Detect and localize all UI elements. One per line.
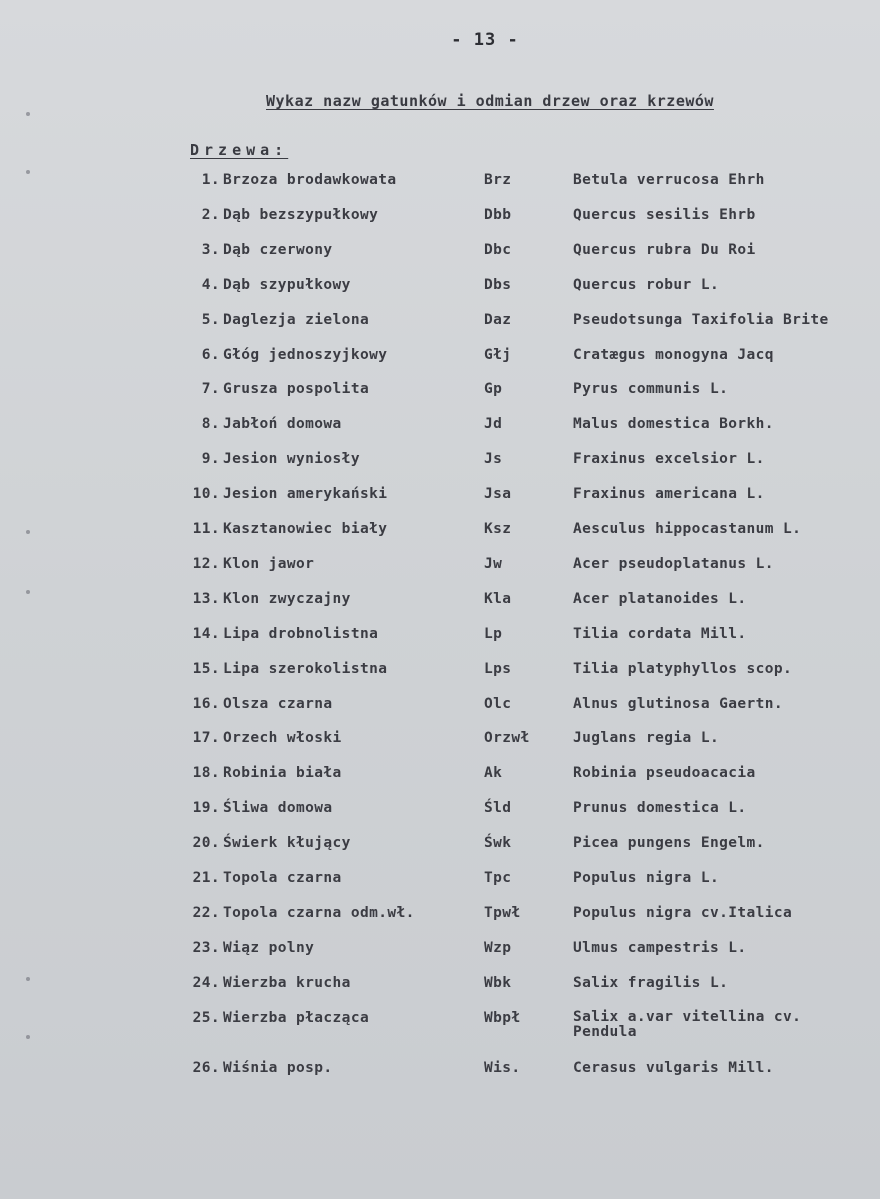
polish-name: Głóg jednoszyjkowy [223, 346, 388, 363]
latin-name: Populus nigra L. [573, 870, 720, 886]
abbreviation: Js [484, 451, 503, 468]
latin-name: Acer pseudoplatanus L. [573, 555, 774, 572]
entry-number: 15. [192, 660, 220, 677]
latin-name-line: Pendula [573, 1023, 637, 1040]
entry-number: 7. [201, 381, 220, 398]
polish-name: Jabłoń domowa [223, 416, 342, 433]
polish-name: Śliwa domowa [223, 800, 333, 817]
polish-name: Dąb czerwony [223, 241, 333, 258]
polish-name: Wiąz polny [223, 939, 315, 956]
polish-name: Topola czarna [223, 870, 342, 886]
entry-number: 26. [192, 1059, 220, 1076]
page-number: - 13 - [451, 30, 519, 50]
abbreviation: Daz [484, 311, 512, 328]
abbreviation: Tpc [484, 870, 512, 886]
latin-name: Quercus robur L. [573, 276, 720, 293]
latin-name: Populus nigra cv.Italica [573, 904, 793, 921]
abbreviation: Dbc [484, 241, 512, 258]
latin-name: Cratægus monogyna Jacq [573, 346, 774, 363]
table-row [0, 381, 880, 411]
table-row [0, 835, 880, 865]
polish-name: Kasztanowiec biały [223, 521, 388, 537]
polish-name: Wierzba krucha [223, 974, 351, 991]
latin-name: Acer platanoides L. [573, 590, 747, 607]
abbreviation: Lps [484, 660, 512, 677]
table-row [0, 626, 880, 656]
latin-name: Tilia platyphyllos scop. [573, 660, 793, 677]
abbreviation: Orzwł [484, 730, 530, 747]
polish-name: Dąb szypułkowy [223, 276, 351, 293]
latin-name: Salix fragilis L. [573, 974, 729, 991]
table-row [0, 661, 880, 691]
polish-name: Świerk kłujący [223, 835, 351, 852]
table-row [0, 556, 880, 586]
table-row [0, 905, 880, 935]
polish-name: Jesion wyniosły [223, 451, 360, 468]
entry-number: 13. [192, 590, 220, 607]
page-heading: Wykaz nazw gatunków i odmian drzew oraz krzewów [266, 92, 714, 110]
latin-name: Tilia cordata Mill. [573, 625, 747, 642]
table-row [0, 521, 880, 551]
abbreviation: Jw [484, 555, 503, 572]
entry-number: 3. [201, 241, 220, 258]
table-row [0, 1060, 880, 1090]
entry-number: 16. [192, 695, 220, 712]
polish-name: Orzech włoski [223, 730, 342, 747]
table-row [0, 451, 880, 481]
table-row [0, 870, 880, 900]
polish-name: Robinia biała [223, 765, 342, 782]
entry-number: 2. [201, 206, 220, 223]
table-row [0, 347, 880, 377]
table-row [0, 486, 880, 516]
abbreviation: Śld [484, 800, 512, 817]
table-row [0, 172, 880, 202]
entry-number: 19. [192, 800, 220, 817]
punch-hole-mark [26, 112, 30, 116]
polish-name: Jesion amerykański [223, 486, 388, 503]
table-row [0, 242, 880, 272]
table-row [0, 975, 880, 1005]
polish-name: Dąb bezszypułkowy [223, 206, 379, 223]
abbreviation: Gp [484, 381, 503, 398]
polish-name: Brzoza brodawkowata [223, 172, 397, 188]
entry-number: 24. [192, 974, 220, 991]
latin-name: Quercus sesilis Ehrb [573, 206, 756, 223]
latin-name: Betula verrucosa Ehrh [573, 172, 765, 188]
abbreviation: Lp [484, 625, 503, 642]
table-row [0, 207, 880, 237]
polish-name: Grusza pospolita [223, 381, 370, 398]
entry-number: 14. [192, 625, 220, 642]
abbreviation: Olc [484, 695, 512, 712]
table-row [0, 591, 880, 621]
polish-name: Klon jawor [223, 555, 315, 572]
entry-number: 10. [192, 486, 220, 503]
latin-name: Aesculus hippocastanum L. [573, 521, 802, 537]
table-row [0, 730, 880, 760]
latin-name: Robinia pseudoacacia [573, 765, 756, 782]
abbreviation: Kla [484, 590, 512, 607]
entry-number: 18. [192, 765, 220, 782]
entry-number: 11. [192, 521, 220, 537]
abbreviation: Tpwł [484, 904, 521, 921]
abbreviation: Wbk [484, 974, 512, 991]
entry-number: 21. [192, 870, 220, 886]
latin-name: Juglans regia L. [573, 730, 720, 747]
table-row [0, 416, 880, 446]
polish-name: Olsza czarna [223, 695, 333, 712]
entry-number: 20. [192, 835, 220, 852]
table-row [0, 277, 880, 307]
latin-name-line: Salix a.var vitellina cv. [573, 1008, 802, 1025]
latin-name: Ulmus campestris L. [573, 939, 747, 956]
entry-number: 4. [201, 276, 220, 293]
abbreviation: Śwk [484, 835, 512, 852]
latin-name: Pseudotsunga Taxifolia Brite [573, 311, 829, 328]
entry-number: 1. [201, 172, 220, 188]
entry-number: 8. [201, 416, 220, 433]
table-row [0, 1010, 880, 1040]
latin-name: Fraxinus americana L. [573, 486, 765, 503]
abbreviation: Wbpł [484, 1009, 521, 1026]
polish-name: Wiśnia posp. [223, 1059, 333, 1076]
table-row [0, 800, 880, 830]
polish-name: Wierzba płacząca [223, 1009, 370, 1026]
latin-name: Malus domestica Borkh. [573, 416, 774, 433]
abbreviation: Ak [484, 765, 503, 782]
entry-number: 25. [192, 1009, 220, 1026]
polish-name: Lipa drobnolistna [223, 625, 379, 642]
latin-name: Alnus glutinosa Gaertn. [573, 695, 783, 712]
polish-name: Lipa szerokolistna [223, 660, 388, 677]
entry-number: 12. [192, 555, 220, 572]
latin-name: Fraxinus excelsior L. [573, 451, 765, 468]
abbreviation: Jsa [484, 486, 512, 503]
latin-name: Cerasus vulgaris Mill. [573, 1059, 774, 1076]
polish-name: Klon zwyczajny [223, 590, 351, 607]
entry-number: 5. [201, 311, 220, 328]
polish-name: Topola czarna odm.wł. [223, 904, 415, 921]
section-title: Drzewa: [190, 141, 289, 159]
latin-name: Quercus rubra Du Roi [573, 241, 756, 258]
table-row [0, 940, 880, 970]
table-row [0, 696, 880, 726]
abbreviation: Wis. [484, 1059, 521, 1076]
entry-number: 6. [201, 346, 220, 363]
polish-name: Daglezja zielona [223, 311, 370, 328]
entry-number: 17. [192, 730, 220, 747]
abbreviation: Dbs [484, 276, 512, 293]
latin-name: Pyrus communis L. [573, 381, 729, 398]
entry-number: 22. [192, 904, 220, 921]
entry-number: 9. [201, 451, 220, 468]
abbreviation: Głj [484, 346, 512, 363]
latin-name [573, 1010, 801, 1040]
abbreviation: Dbb [484, 206, 512, 223]
abbreviation: Brz [484, 172, 512, 188]
abbreviation: Wzp [484, 939, 512, 956]
table-row [0, 765, 880, 795]
table-row [0, 312, 880, 342]
latin-name: Picea pungens Engelm. [573, 835, 765, 852]
abbreviation: Jd [484, 416, 503, 433]
abbreviation: Ksz [484, 521, 512, 537]
latin-name: Prunus domestica L. [573, 800, 747, 817]
entry-number: 23. [192, 939, 220, 956]
